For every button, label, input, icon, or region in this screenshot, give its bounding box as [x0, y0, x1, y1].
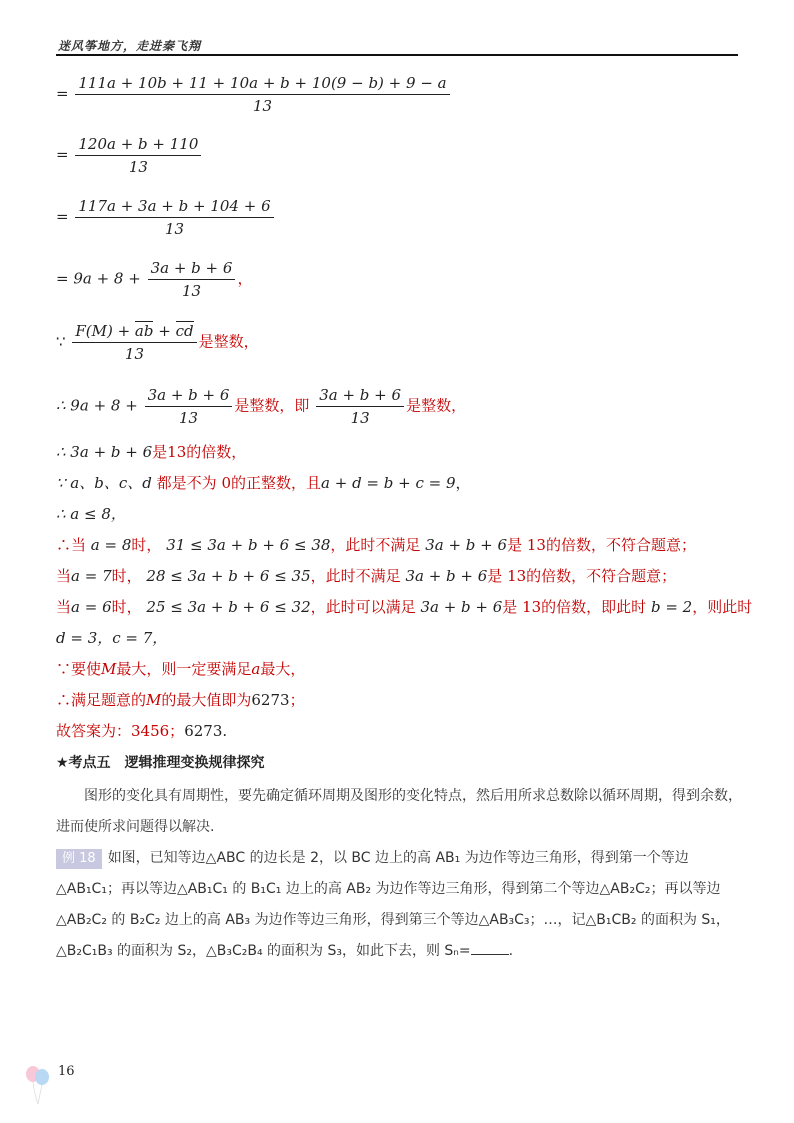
section-star-label: ★考点五	[56, 755, 111, 771]
equation-line-2: = $\frac{120a + b + 110}{13}$	[56, 135, 203, 176]
example-text: 如图，已知等边△ABC 的边长是 2，以 BC 边上的高 AB₁ 为边作等边三角形，得到第一个等边△AB₁C₁；再以等边△AB₁C₁ 的 B₁C₁ 边上的高 AB₂ 为边作等边三角形，得到第二个等边△AB₂C₂；再以等边△AB₂C₂ 的 B₂C₂ 边上的高 AB₃ 为边作等边三角形，得到第三个等边△AB₃C₃；…，记△B₁CB₂ 的面积为 S₁，△B₂C₁B₃ 的面积为 S₂，△B₃C₂B₄ 的面积为 S₃，如此下去，则 Sₙ=	[56, 850, 730, 959]
answer-blank	[471, 942, 509, 955]
fraction: $\frac{117a + 3a + b + 104 + 6}{13}$	[75, 197, 273, 238]
fraction: $\frac{3a + b + 6}{13}$	[148, 259, 236, 300]
fraction: $\frac{111a + 10b + 11 + 10a + b + 10(9 - b) + 9 - a}{13}$	[75, 74, 449, 115]
intro-paragraph: 图形的变化具有周期性，要先确定循环周期及图形的变化特点，然后用所求总数除以循环周期，得到余数，进而使所求问题得以解决.	[56, 788, 742, 835]
fraction: $\frac{120a + b + 110}{13}$	[75, 135, 201, 176]
text-line-9: ∴ a ≤ 8，	[56, 505, 126, 523]
equation-line-5: ∵ $\frac{F(M) + ab + cd}{13}$ 是整数，	[56, 322, 259, 363]
text-line-14: ∵要使M最大，则一定要满足a最大，	[56, 660, 306, 678]
text-line-13: d = 3，c = 7，	[56, 629, 168, 647]
header-text: 迷风筝地方，走进秦飞翔	[58, 39, 202, 53]
text-line-10: ∴当 a = 8时， 31 ≤ 3a + b + 6 ≤ 38，此时不满足 3a + b + 6是 13的倍数，不符合题意；	[56, 536, 696, 554]
text-line-7: ∴ 3a + b + 6是13的倍数，	[56, 443, 247, 461]
answer-line: 故答案为：3456；6273.	[56, 722, 228, 740]
fraction: $\frac{3a + b + 6}{13}$	[145, 386, 233, 427]
balloons-icon	[24, 1064, 54, 1108]
text-line-11: 当a = 7时， 28 ≤ 3a + b + 6 ≤ 35，此时不满足 3a + b + 6是 13的倍数，不符合题意；	[56, 567, 677, 585]
text-line-15: ∴满足题意的M的最大值即为6273；	[56, 691, 305, 709]
page-header	[56, 36, 738, 56]
text-line-8: ∵ a、b、c、d 都是不为 0的正整数，且a + d = b + c = 9，	[56, 474, 471, 492]
fraction: $\frac{3a + b + 6}{13}$	[316, 386, 404, 427]
equation-line-6: ∴ 9a + 8 + $\frac{3a + b + 6}{13}$ 是整数，即 $\frac{3a + b + 6}{13}$ 是整数，	[56, 386, 467, 427]
page-number: 16	[58, 1064, 75, 1079]
equation-line-1: = $\frac{111a + 10b + 11 + 10a + b + 10(9 - b) + 9 - a}{13}$	[56, 74, 452, 115]
example-paragraph: 例 18 如图，已知等边△ABC 的边长是 2，以 BC 边上的高 AB₁ 为边作等边三角形，得到第一个等边△AB₁C₁；再以等边△AB₁C₁ 的 B₁C₁ 边上的高 AB₂ 为边作等边三角形，得到第二个等边△AB₂C₂；再以等边△AB₂C₂ 的 B₂C₂ 边上的高 AB₃ 为边作等边三角形，得到第三个等边△AB₃C₃；…，记△B₁CB₂ 的面积为 S₁，△B₂C₁B₃ 的面积为 S₂，△B₃C₂B₄ 的面积为 S₃，如此下去，则 Sₙ= .	[56, 850, 730, 959]
equation-line-4: = 9a + 8 + $\frac{3a + b + 6}{13}$ ，	[56, 259, 253, 300]
fraction: $\frac{F(M) + ab + cd}{13}$	[72, 322, 196, 363]
equation-line-3: = $\frac{117a + 3a + b + 104 + 6}{13}$	[56, 197, 276, 238]
text-line-12: 当a = 6时， 25 ≤ 3a + b + 6 ≤ 32，此时可以满足 3a + b + 6是 13的倍数，即此时 b = 2，则此时	[56, 598, 753, 616]
example-badge: 例 18	[56, 849, 102, 869]
section-title	[56, 752, 265, 772]
section-heading: 逻辑推理变换规律探究	[124, 755, 265, 771]
